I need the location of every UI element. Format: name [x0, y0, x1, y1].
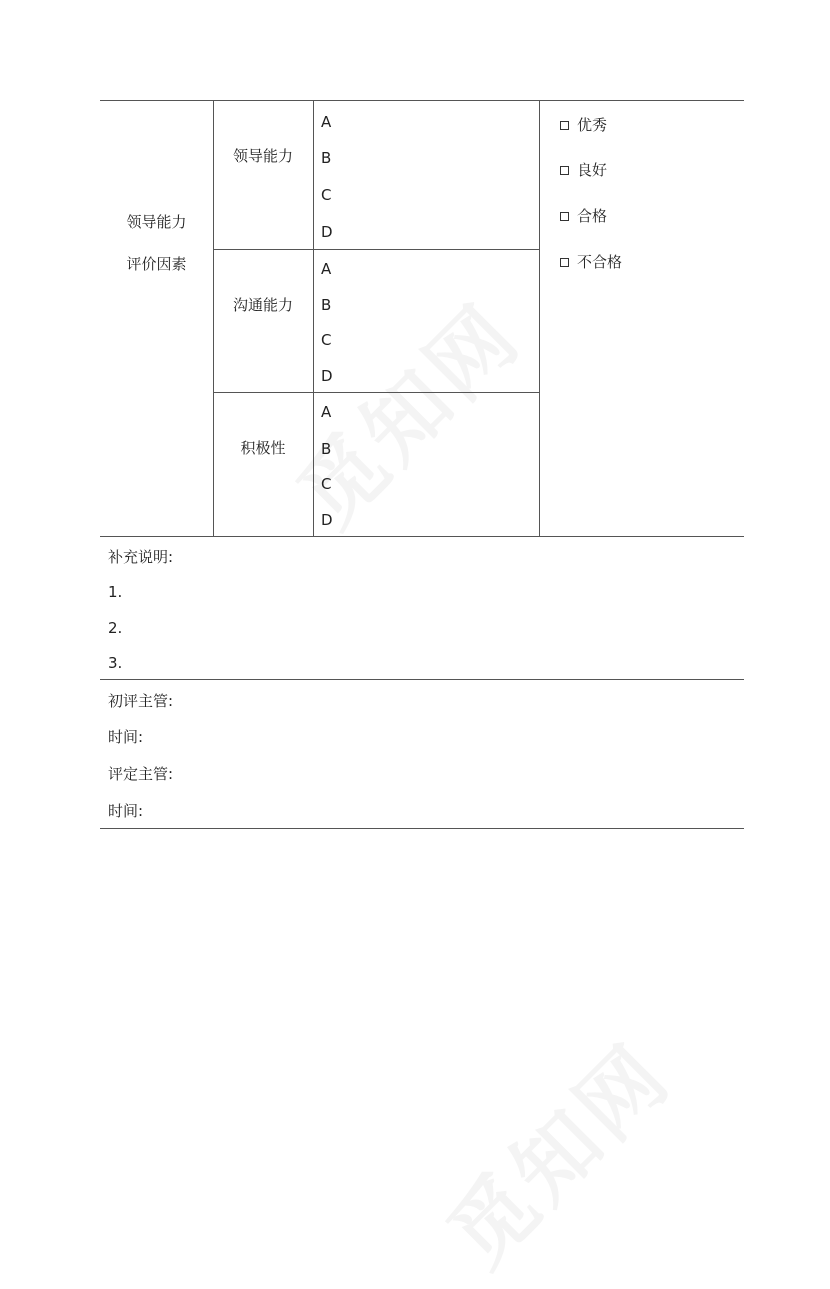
rating-option-good[interactable] — [560, 160, 607, 180]
rating-option-pass[interactable] — [560, 206, 607, 226]
grade-option[interactable]: A — [321, 113, 332, 131]
rating-option-fail[interactable] — [560, 252, 622, 272]
table-top-border — [100, 100, 744, 101]
watermark — [417, 1012, 693, 1288]
column-divider — [539, 100, 540, 537]
rating-option-label: 不合格 — [577, 253, 623, 271]
grade-option[interactable]: B — [321, 149, 332, 167]
checkbox-icon[interactable] — [560, 212, 569, 221]
factor-name: 积极性 — [240, 439, 286, 457]
rating-option-label: 良好 — [577, 161, 608, 179]
grade-option[interactable]: D — [321, 367, 333, 385]
section-divider — [100, 679, 744, 680]
table-bottom-border — [100, 536, 744, 537]
grade-option[interactable]: D — [321, 511, 333, 529]
rating-option-label: 合格 — [577, 207, 608, 225]
note-item[interactable]: 3. — [108, 654, 123, 672]
final-supervisor-field[interactable]: 评定主管: — [108, 765, 174, 783]
checkbox-icon[interactable] — [560, 121, 569, 130]
category-label: 评价因素 — [126, 255, 187, 273]
grade-option[interactable]: D — [321, 223, 333, 241]
grade-option[interactable]: A — [321, 260, 332, 278]
notes-label: 补充说明: — [108, 548, 174, 566]
row-divider — [213, 392, 540, 393]
grade-option[interactable]: A — [321, 403, 332, 421]
factor-name: 领导能力 — [232, 147, 293, 165]
time-field[interactable]: 时间: — [108, 802, 144, 820]
grade-option[interactable]: C — [321, 186, 332, 204]
category-label: 领导能力 — [126, 213, 187, 231]
note-item[interactable]: 1. — [108, 583, 123, 601]
time-field[interactable]: 时间: — [108, 728, 144, 746]
rating-option-excellent[interactable] — [560, 115, 607, 135]
grade-option[interactable]: C — [321, 331, 332, 349]
factor-name: 沟通能力 — [232, 296, 293, 314]
checkbox-icon[interactable] — [560, 166, 569, 175]
column-divider — [313, 100, 314, 537]
rating-option-label: 优秀 — [577, 116, 608, 134]
initial-supervisor-field[interactable]: 初评主管: — [108, 692, 174, 710]
table-end-border — [100, 828, 744, 829]
grade-option[interactable]: C — [321, 475, 332, 493]
checkbox-icon[interactable] — [560, 258, 569, 267]
grade-option[interactable]: B — [321, 296, 332, 314]
note-item[interactable]: 2. — [108, 619, 123, 637]
row-divider — [213, 249, 540, 250]
grade-option[interactable]: B — [321, 440, 332, 458]
